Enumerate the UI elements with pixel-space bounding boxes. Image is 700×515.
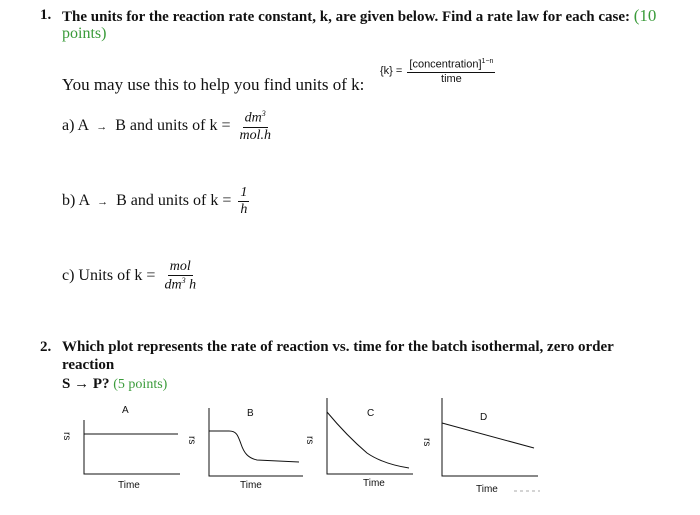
plot-xlabel: Time xyxy=(118,480,140,491)
q2-text2: reaction xyxy=(62,357,115,373)
plot-d-svg xyxy=(418,398,548,498)
axes xyxy=(209,408,303,476)
rate-curve xyxy=(209,431,299,462)
plot-letter: A xyxy=(122,405,129,416)
plot-xlabel: Time xyxy=(363,478,385,489)
part-c-units: $\frac{\text{mol}}{dm^3 h}$ xyxy=(164,259,197,293)
axes xyxy=(327,398,413,474)
rate-curve xyxy=(327,412,409,468)
q1-points-cont: points) xyxy=(62,25,107,42)
part-a-text: B and units of k = xyxy=(115,117,231,134)
q2-number: 2. xyxy=(40,339,52,355)
q2-points: (5 points) xyxy=(113,377,168,392)
part-b-units: $\frac{1}{h}$ xyxy=(240,185,248,217)
formula-fraction xyxy=(407,58,495,85)
arrow-icon: → xyxy=(96,121,108,133)
plot-ylabel: rs xyxy=(421,438,432,447)
part-b-label: b) A xyxy=(62,192,90,210)
plot-ylabel: rs xyxy=(304,436,315,445)
q2-reaction: S → P? xyxy=(62,376,110,392)
q1-number: 1. xyxy=(40,7,52,23)
part-c-text: c) Units of k = xyxy=(62,267,156,284)
formula-denominator: time xyxy=(441,72,462,85)
rate-curve xyxy=(442,423,534,448)
q1-points: (10 xyxy=(633,6,657,25)
part-b xyxy=(62,186,249,217)
plot-ylabel: rs xyxy=(61,432,72,441)
units-formula xyxy=(380,58,495,85)
q1-text: The units for the reaction rate constant, k, are given below. Find a rate law for each case: xyxy=(62,9,630,25)
arrow-icon: → xyxy=(97,196,109,209)
plot-b xyxy=(185,398,315,498)
q2-reaction-line xyxy=(62,375,167,394)
formula-lhs: {k} = xyxy=(380,65,403,78)
plot-c xyxy=(303,398,433,498)
plot-a xyxy=(60,398,190,498)
hint-text: You may use this to help you find units of k: xyxy=(62,75,365,94)
part-c xyxy=(62,260,198,293)
part-a-units: $\frac{dm^3}{\text{mol.h}}$ xyxy=(239,109,271,143)
plot-letter: B xyxy=(247,408,254,419)
axes xyxy=(84,420,180,474)
part-a xyxy=(62,110,273,143)
plot-xlabel: Time xyxy=(240,480,262,491)
plot-d xyxy=(418,398,548,498)
axes xyxy=(442,398,538,476)
plot-letter: C xyxy=(367,408,375,419)
q2-text: Which plot represents the rate of reaction vs. time for the batch isothermal, zero order xyxy=(62,339,614,355)
formula-numerator: [concentration]$^{1-n}$ xyxy=(409,58,494,71)
plot-ylabel: rs xyxy=(186,436,197,445)
plot-xlabel: Time xyxy=(476,484,498,492)
part-b-text: B and units of k = xyxy=(116,192,232,210)
q1-prompt xyxy=(62,6,656,27)
part-a-label: a) A xyxy=(62,117,89,134)
plot-letter: D xyxy=(480,412,488,423)
